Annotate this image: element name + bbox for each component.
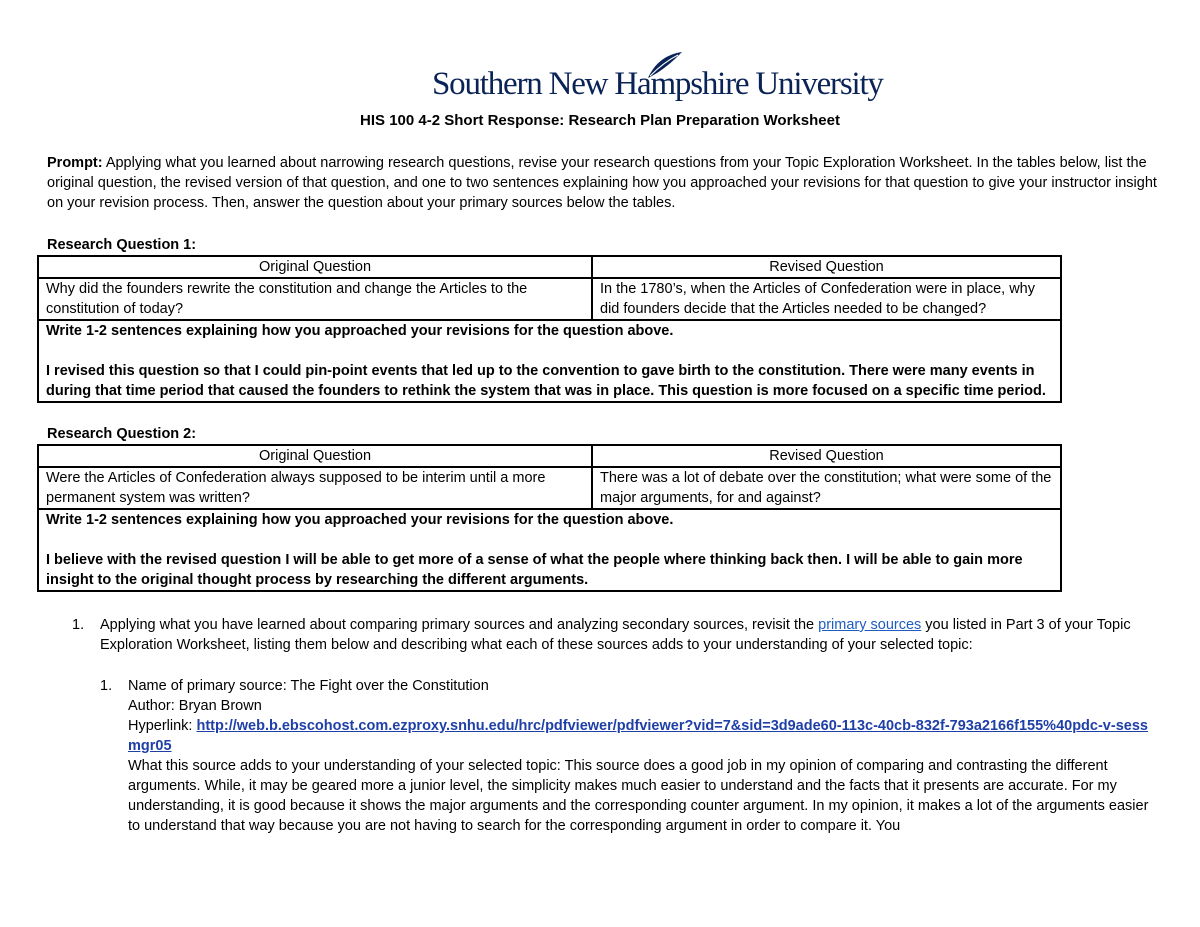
- revised-question-cell: In the 1780’s, when the Articles of Confederation were in place, why did founders decide that the Articles needed to be changed?: [592, 278, 1061, 320]
- list-number: 1.: [100, 678, 113, 694]
- source-hyperlink[interactable]: http://web.b.ebscohost.com.ezproxy.snhu.edu/hrc/pdfviewer/pdfviewer?vid=7&sid=3d9ade60-113c-40cb-832f-793a2166f155%40pdc-v-sessmgr05: [128, 718, 1148, 754]
- list-item: Applying what you have learned about comparing primary sources and analyzing secondary sources, revisit the primary sources you listed in Part 3 of your Topic Exploration Worksheet, listing them below and describing what each of these sources adds to your understanding of your selected topic:: [100, 617, 1131, 653]
- source-name: Name of primary source: The Fight over the Constitution: [128, 678, 489, 694]
- table-row: [38, 467, 1061, 509]
- research-question-1-label: Research Question 1:: [47, 237, 197, 253]
- explanation-text: I revised this question so that I could pin-point events that led up to the convention to gave birth to the constitution. There were many events in during that time period that caused the founders to rethink the system that was in place. This question is more focused on a specific time period.: [46, 363, 1046, 399]
- prompt-paragraph: [47, 153, 1157, 213]
- table-row: [38, 278, 1061, 320]
- research-question-2-label: Research Question 2:: [47, 426, 197, 442]
- research-question-2-table: [37, 444, 1062, 592]
- original-question-cell: Were the Articles of Confederation always supposed to be interim until a more permanent system was written?: [38, 467, 592, 509]
- revised-question-cell: There was a lot of debate over the constitution; what were some of the major arguments, for and against?: [592, 467, 1061, 509]
- explanation-label: Write 1-2 sentences explaining how you approached your revisions for the question above.: [46, 512, 674, 528]
- explanation-cell: [38, 509, 1061, 591]
- table-header-row: [38, 445, 1061, 467]
- source-hyperlink-line: Hyperlink: http://web.b.ebscohost.com.ezproxy.snhu.edu/hrc/pdfviewer/pdfviewer?vid=7&sid=3d9ade60-113c-40cb-832f-793a2166f155%40pdc-v-sessmgr05: [128, 718, 1148, 754]
- original-question-header: Original Question: [38, 256, 592, 278]
- explanation-text: I believe with the revised question I will be able to get more of a sense of what the people where thinking back then. I will be able to gain more insight to the original thought process by researching the different arguments.: [46, 552, 1023, 588]
- original-question-header: Original Question: [38, 445, 592, 467]
- university-logo: [432, 50, 883, 102]
- research-question-1-table: [37, 255, 1062, 403]
- explanation-label: Write 1-2 sentences explaining how you approached your revisions for the question above.: [46, 323, 674, 339]
- table-row: [38, 509, 1061, 591]
- page-title: HIS 100 4-2 Short Response: Research Plan Preparation Worksheet: [360, 112, 840, 129]
- table-header-row: [38, 256, 1061, 278]
- revised-question-header: Revised Question: [592, 445, 1061, 467]
- original-question-cell: Why did the founders rewrite the constitution and change the Articles to the constitution of today?: [38, 278, 592, 320]
- logo-text: Southern New Hampshire University: [432, 66, 883, 102]
- explanation-cell: [38, 320, 1061, 402]
- source-description: What this source adds to your understanding of your selected topic: This source does a good job in my opinion of comparing and contrasting the different arguments. While, it may be geared more a junior level, the simplicity makes much easier to understand and the facts that it presents are accurate. For my understanding, it is good because it shows the major arguments and the corresponding counter argument. In my opinion, it makes a lot of the arguments easier to understand that way because you are not having to search for the corresponding argument in order to compare it. You: [128, 758, 1149, 834]
- list-number: 1.: [72, 617, 85, 633]
- source-author: Author: Bryan Brown: [128, 698, 262, 714]
- primary-sources-link[interactable]: primary sources: [818, 617, 922, 633]
- revised-question-header: Revised Question: [592, 256, 1061, 278]
- table-row: [38, 320, 1061, 402]
- prompt-text: Applying what you learned about narrowing research questions, revise your research questions from your Topic Exploration Worksheet. In the tables below, list the original question, the revised version of that question, and one to two sentences explaining how you approached your revisions for that question to give your instructor insight on your revision process. Then, answer the question about your primary sources below the tables.: [47, 155, 1157, 211]
- prompt-label: Prompt:: [47, 155, 103, 171]
- list-item: [128, 676, 1160, 836]
